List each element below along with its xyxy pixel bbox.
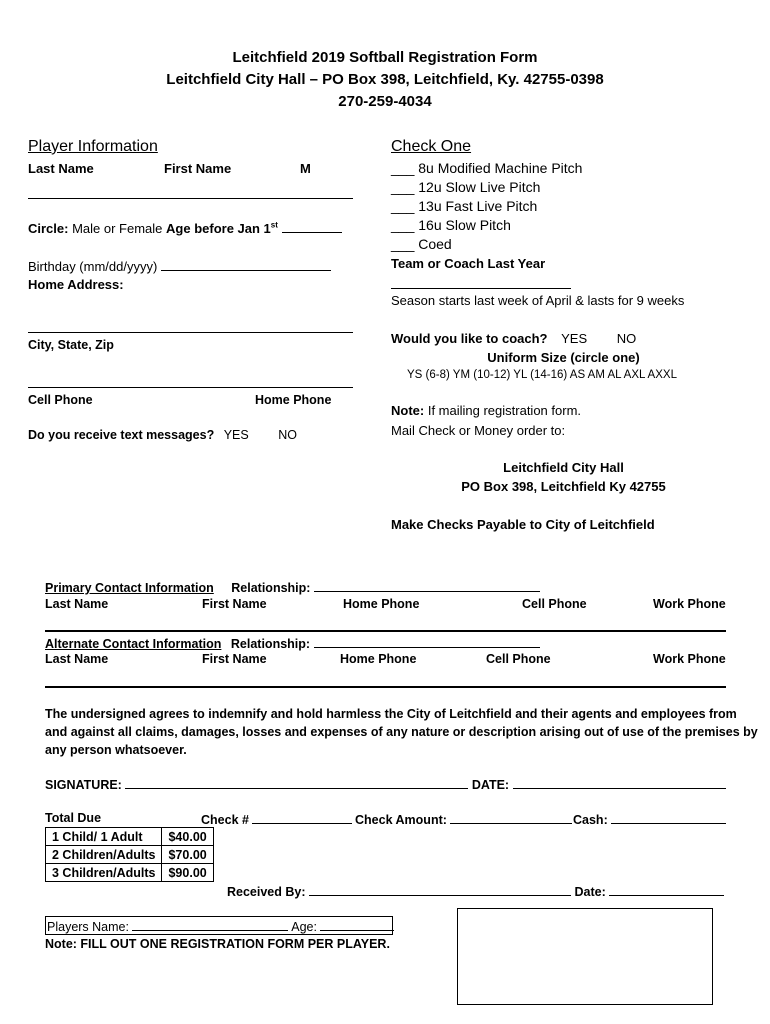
waiver-line-1: The undersigned agrees to indemnify and hold harmless the City of Leitchfield and their agents and employees from (45, 707, 737, 721)
cash-row (573, 811, 726, 827)
primary-contact-line[interactable] (45, 630, 726, 632)
cash-field[interactable] (611, 811, 726, 824)
check-number-field[interactable] (252, 811, 352, 824)
division-label: Coed (418, 236, 452, 252)
division-option-8u[interactable]: ___ 8u Modified Machine Pitch (391, 160, 583, 176)
text-yes-option[interactable]: YES (223, 428, 249, 442)
players-age-label: Age: (291, 920, 317, 934)
waiver-line-3: any person whatsoever. (45, 743, 187, 757)
players-name-label: Players Name: (47, 920, 129, 934)
fee-amount: $90.00 (162, 864, 213, 882)
received-by-row (227, 883, 724, 899)
office-use-box[interactable] (457, 908, 713, 1005)
one-form-per-player-note: Note: FILL OUT ONE REGISTRATION FORM PER PLAYER. (45, 937, 390, 951)
fee-row (46, 864, 214, 882)
check-one-heading-text: Check One (391, 138, 472, 155)
note-text: If mailing registration form. (427, 403, 582, 418)
alternate-contact-heading: Alternate Contact Information (45, 637, 222, 651)
age-label-text: Age before Jan 1 (166, 221, 271, 236)
division-label: 16u Slow Pitch (418, 217, 511, 233)
middle-initial-label: M (300, 161, 311, 176)
age-label (166, 221, 278, 236)
alternate-contact-row (45, 635, 540, 651)
coach-no-option[interactable]: NO (616, 331, 637, 346)
check-number-label: Check # (201, 813, 249, 827)
players-name-row (47, 918, 394, 934)
primary-col-home-phone: Home Phone (343, 597, 420, 611)
received-by-label: Received By: (227, 885, 306, 899)
season-note: Season starts last week of April & lasts for 9 weeks (391, 293, 685, 308)
alternate-col-cell-phone: Cell Phone (486, 652, 551, 666)
name-line[interactable] (28, 198, 353, 199)
players-age-field[interactable] (320, 918, 394, 931)
division-label: 12u Slow Live Pitch (418, 179, 541, 195)
gender-age-row (28, 220, 342, 236)
coach-yes-option[interactable]: YES (561, 331, 588, 346)
division-option-16u[interactable]: ___ 16u Slow Pitch (391, 217, 511, 233)
first-name-label: First Name (164, 161, 232, 176)
alternate-relationship-field[interactable] (314, 635, 540, 648)
primary-contact-heading: Primary Contact Information (45, 581, 214, 595)
check-number-row (201, 811, 352, 827)
fee-label: 2 Children/Adults (46, 846, 162, 864)
received-date-field[interactable] (609, 883, 724, 896)
phone-number: 270-259-4034 (338, 93, 432, 110)
division-label: 13u Fast Live Pitch (418, 198, 538, 214)
text-no-option[interactable]: NO (278, 428, 297, 442)
city-state-zip-label: City, State, Zip (28, 338, 114, 352)
division-label: 8u Modified Machine Pitch (418, 160, 583, 176)
fee-amount: $40.00 (162, 828, 213, 846)
birthday-row (28, 258, 331, 274)
fee-table (45, 827, 214, 882)
division-option-coed[interactable]: ___ Coed (391, 236, 452, 252)
signature-date-field[interactable] (513, 776, 726, 789)
player-info-heading-text: Player Information (28, 138, 158, 155)
alternate-col-work-phone: Work Phone (653, 652, 726, 666)
alternate-col-last-name: Last Name (45, 652, 109, 666)
signature-row (45, 776, 726, 792)
primary-col-cell-phone: Cell Phone (522, 597, 587, 611)
alternate-contact-line[interactable] (45, 686, 726, 688)
primary-col-last-name: Last Name (45, 597, 109, 611)
primary-col-first-name: First Name (202, 597, 267, 611)
fee-label: 1 Child/ 1 Adult (46, 828, 162, 846)
mailing-note (391, 403, 581, 418)
primary-col-work-phone: Work Phone (653, 597, 726, 611)
form-title: Leitchfield 2019 Softball Registration Form (232, 49, 538, 66)
city-hall-address: Leitchfield City Hall – PO Box 398, Leitchfield, Ky. 42755-0398 (166, 71, 604, 88)
cell-phone-label: Cell Phone (28, 393, 93, 407)
received-by-field[interactable] (309, 883, 571, 896)
uniform-size-options[interactable]: YS (6-8) YM (10-12) YL (14-16) AS AM AL AXL AXXL (407, 369, 677, 381)
player-info-heading (28, 138, 158, 156)
text-messages-row (28, 428, 297, 442)
check-amount-label: Check Amount: (355, 813, 447, 827)
alternate-col-home-phone: Home Phone (340, 652, 417, 666)
signature-label: SIGNATURE: (45, 778, 122, 792)
birthday-field[interactable] (161, 258, 331, 271)
check-one-heading (391, 138, 471, 156)
checks-payable-note: Make Checks Payable to City of Leitchfield (391, 517, 655, 532)
coach-row (391, 331, 636, 346)
note-label: Note: (391, 403, 425, 418)
fee-label: 3 Children/Adults (46, 864, 162, 882)
gender-options[interactable]: Male or Female (72, 221, 163, 236)
team-coach-field[interactable] (391, 276, 571, 289)
alternate-col-first-name: First Name (202, 652, 267, 666)
primary-relationship-label: Relationship: (231, 581, 311, 595)
total-due-label: Total Due (45, 811, 102, 825)
age-label-sup: st (270, 220, 278, 230)
primary-contact-row (45, 579, 540, 595)
birthday-label: Birthday (mm/dd/yyyy) (28, 259, 158, 274)
check-amount-field[interactable] (450, 811, 572, 824)
signature-field[interactable] (125, 776, 468, 789)
check-amount-row (355, 811, 572, 827)
mail-address-line1: Leitchfield City Hall (503, 460, 624, 475)
age-field[interactable] (282, 220, 342, 233)
fee-amount: $70.00 (162, 846, 213, 864)
home-address-label: Home Address: (28, 277, 124, 292)
mail-address-line2: PO Box 398, Leitchfield Ky 42755 (461, 479, 666, 494)
circle-label: Circle: (28, 221, 69, 236)
city-state-zip-line[interactable] (28, 387, 353, 388)
alternate-relationship-label: Relationship: (230, 637, 311, 651)
fee-row (46, 846, 214, 864)
division-option-12u[interactable]: ___ 12u Slow Live Pitch (391, 179, 541, 195)
waiver-line-2: and against all claims, damages, losses and expenses of any nature or description arising out of use of the premises by (45, 725, 758, 739)
primary-relationship-field[interactable] (314, 579, 540, 592)
cash-label: Cash: (573, 813, 608, 827)
home-phone-label: Home Phone (255, 393, 332, 407)
last-name-label: Last Name (28, 161, 94, 176)
received-date-label: Date: (574, 885, 606, 899)
mail-instructions: Mail Check or Money order to: (391, 423, 566, 438)
players-name-field[interactable] (132, 918, 288, 931)
team-coach-label: Team or Coach Last Year (391, 256, 546, 271)
signature-date-label: DATE: (471, 778, 510, 792)
text-messages-question: Do you receive text messages? (28, 428, 215, 442)
uniform-size-label: Uniform Size (circle one) (487, 350, 640, 365)
fee-row (46, 828, 214, 846)
home-address-line[interactable] (28, 332, 353, 333)
division-option-13u[interactable]: ___ 13u Fast Live Pitch (391, 198, 538, 214)
coach-question: Would you like to coach? (391, 331, 548, 346)
